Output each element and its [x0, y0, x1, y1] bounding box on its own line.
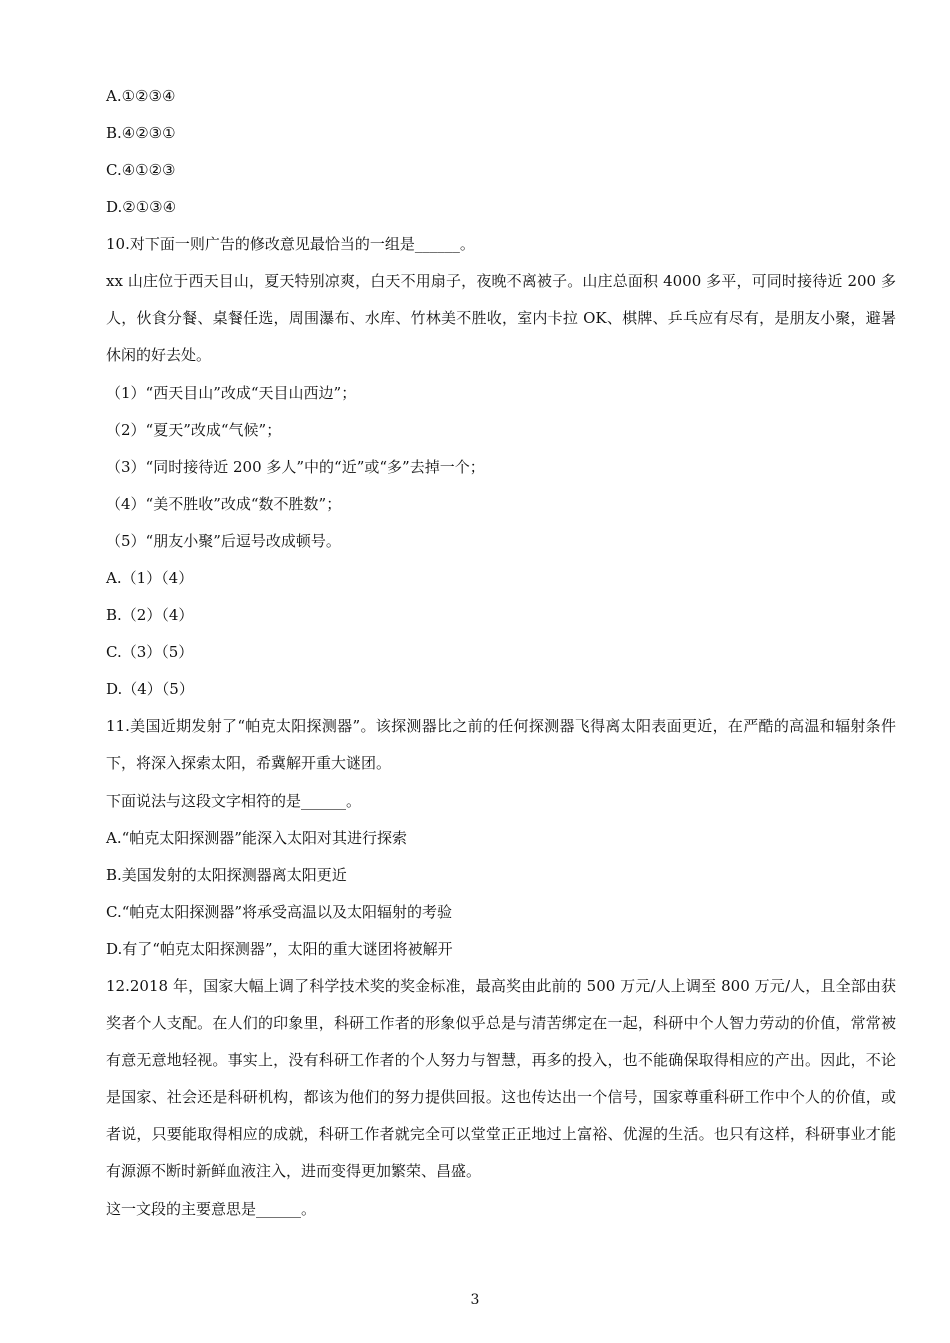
q10-item-3: （3）“同时接待近 200 多人”中的“近”或“多”去掉一个； [106, 458, 485, 476]
q12-prompt: 这一文段的主要意思是______。 [106, 1200, 317, 1218]
q9-option-c: C.④①②③ [106, 161, 176, 179]
q11-prompt: 下面说法与这段文字相符的是______。 [106, 792, 362, 810]
q9-option-d: D.②①③④ [106, 198, 177, 216]
q10-item-1: （1）“西天目山”改成“天目山西边”； [106, 384, 357, 402]
q10-item-5: （5）“朋友小聚”后逗号改成顿号。 [106, 532, 341, 550]
q11-option-c: C.“帕克太阳探测器”将承受高温以及太阳辐射的考验 [106, 903, 453, 921]
q9-option-a: A.①②③④ [106, 87, 176, 105]
q10-option-d: D.（4）（5） [106, 680, 194, 698]
q10-item-4: （4）“美不胜收”改成“数不胜数”； [106, 495, 342, 513]
q10-option-b: B.（2）（4） [106, 606, 194, 624]
q11-stem: 11.美国近期发射了“帕克太阳探测器”。该探测器比之前的任何探测器飞得离太阳表面更近，在严酷的高温和辐射条件下，将深入探索太阳，希冀解开重大谜团。 [106, 717, 896, 772]
q10-option-a: A.（1）（4） [106, 569, 194, 587]
q9-option-b: B.④②③① [106, 124, 176, 142]
page-number: 3 [470, 1292, 480, 1308]
q10-stem: 10.对下面一则广告的修改意见最恰当的一组是______。 [106, 235, 475, 253]
page-content [106, 84, 896, 1234]
q12-stem: 12.2018 年，国家大幅上调了科学技术奖的奖金标准，最高奖由此前的 500 万元/人上调至 800 万元/人，且全部由获奖者个人支配。在人们的印象里，科研工作者的形象似乎总是与清苦绑定在一起，科研中个人智力劳动的价值，常常被有意无意地轻视。事实上，没有科研工作者的个人努力与智慧，再多的投入，也不能确保取得相应的产出。因此，不论是国家、社会还是科研机构，都该为他们的努力提供回报。这也传达出一个信号，国家尊重科研工作中个人的价值，或者说，只要能取得相应的成就，科研工作者就完全可以堂堂正正地过上富裕、优渥的生活。也只有这样，科研事业才能有源源不断时新鲜血液注入，进而变得更加繁荣、昌盛。 [106, 977, 896, 1180]
q10-item-2: （2）“夏天”改成“气候”； [106, 421, 282, 439]
q11-option-a: A.“帕克太阳探测器”能深入太阳对其进行探索 [106, 829, 407, 847]
q11-option-d: D.有了“帕克太阳探测器”，太阳的重大谜团将被解开 [106, 940, 453, 958]
q10-passage: xx 山庄位于西天目山，夏天特别凉爽，白天不用扇子，夜晚不离被子。山庄总面积 4000 多平，可同时接待近 200 多人，伙食分餐、桌餐任选，周围瀑布、水库、竹林美不胜收，室内卡拉 OK、棋牌、乒乓应有尽有，是朋友小聚，避暑休闲的好去处。 [106, 272, 896, 364]
q10-option-c: C.（3）（5） [106, 643, 194, 661]
q11-option-b: B.美国发射的太阳探测器离太阳更近 [106, 866, 347, 884]
